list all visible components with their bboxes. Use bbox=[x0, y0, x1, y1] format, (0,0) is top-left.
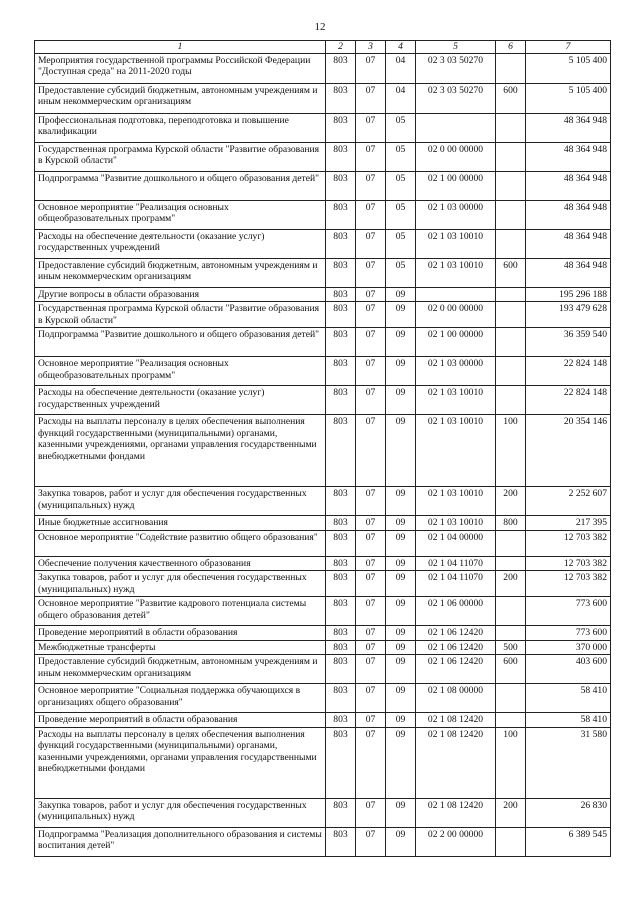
row-type-cell bbox=[496, 626, 526, 641]
header-row bbox=[35, 41, 611, 54]
table-row bbox=[35, 684, 611, 713]
row-code-cell: 803 bbox=[326, 684, 356, 713]
row-type-cell bbox=[496, 287, 526, 302]
row-section-cell: 07 bbox=[356, 655, 386, 684]
row-target-cell: 02 1 04 00000 bbox=[416, 530, 496, 556]
row-section-cell: 07 bbox=[356, 487, 386, 516]
row-code-cell: 803 bbox=[326, 487, 356, 516]
row-section-cell: 07 bbox=[356, 302, 386, 328]
row-target-cell: 02 1 08 00000 bbox=[416, 684, 496, 713]
table-row bbox=[35, 328, 611, 357]
row-section-cell: 07 bbox=[356, 556, 386, 571]
row-type-cell bbox=[496, 386, 526, 415]
row-amount-cell: 22 824 148 bbox=[526, 357, 611, 386]
row-subsection-cell: 09 bbox=[386, 571, 416, 597]
column-header: 6 bbox=[496, 41, 526, 54]
row-name-cell: Государственная программа Курской области "Развитие образования в Курской области" bbox=[35, 302, 326, 328]
row-section-cell: 07 bbox=[356, 287, 386, 302]
row-type-cell bbox=[496, 200, 526, 229]
row-code-cell: 803 bbox=[326, 287, 356, 302]
row-code-cell: 803 bbox=[326, 530, 356, 556]
table-row bbox=[35, 83, 611, 113]
row-name-cell: Закупка товаров, работ и услуг для обеспечения государственных (муниципальных) нужд bbox=[35, 571, 326, 597]
row-amount-cell: 48 364 948 bbox=[526, 171, 611, 200]
row-name-cell: Обеспечение получения качественного образования bbox=[35, 556, 326, 571]
table-row bbox=[35, 200, 611, 229]
row-amount-cell: 370 000 bbox=[526, 640, 611, 655]
row-type-cell: 100 bbox=[496, 727, 526, 798]
row-subsection-cell: 09 bbox=[386, 415, 416, 487]
row-name-cell: Основное мероприятие "Развитие кадрового потенциала системы общего образования детей" bbox=[35, 597, 326, 626]
row-code-cell: 803 bbox=[326, 827, 356, 856]
row-subsection-cell: 09 bbox=[386, 302, 416, 328]
row-target-cell: 02 1 06 12420 bbox=[416, 655, 496, 684]
table-row bbox=[35, 302, 611, 328]
row-section-cell: 07 bbox=[356, 640, 386, 655]
row-amount-cell: 48 364 948 bbox=[526, 142, 611, 171]
row-target-cell: 02 1 03 00000 bbox=[416, 357, 496, 386]
row-section-cell: 07 bbox=[356, 357, 386, 386]
row-name-cell: Государственная программа Курской области "Развитие образования в Курской области" bbox=[35, 142, 326, 171]
row-amount-cell: 58 410 bbox=[526, 684, 611, 713]
row-amount-cell: 20 354 146 bbox=[526, 415, 611, 487]
row-code-cell: 803 bbox=[326, 516, 356, 531]
row-subsection-cell: 05 bbox=[386, 229, 416, 258]
table-row bbox=[35, 229, 611, 258]
row-section-cell: 07 bbox=[356, 328, 386, 357]
row-name-cell: Другие вопросы в области образования bbox=[35, 287, 326, 302]
row-subsection-cell: 05 bbox=[386, 113, 416, 142]
row-code-cell: 803 bbox=[326, 556, 356, 571]
row-name-cell: Подпрограмма "Реализация дополнительного образования и системы воспитания детей" bbox=[35, 827, 326, 856]
row-section-cell: 07 bbox=[356, 713, 386, 728]
row-amount-cell: 12 703 382 bbox=[526, 530, 611, 556]
row-name-cell: Основное мероприятие "Реализация основных общеобразовательных программ" bbox=[35, 357, 326, 386]
row-amount-cell: 773 600 bbox=[526, 626, 611, 641]
row-type-cell: 600 bbox=[496, 655, 526, 684]
budget-table bbox=[34, 40, 611, 857]
row-target-cell: 02 1 06 12420 bbox=[416, 640, 496, 655]
row-amount-cell: 2 252 607 bbox=[526, 487, 611, 516]
row-target-cell: 02 1 03 10010 bbox=[416, 415, 496, 487]
row-section-cell: 07 bbox=[356, 626, 386, 641]
column-header: 3 bbox=[356, 41, 386, 54]
row-name-cell: Подпрограмма "Развитие дошкольного и общего образования детей" bbox=[35, 328, 326, 357]
table-row bbox=[35, 53, 611, 83]
row-target-cell: 02 1 08 12420 bbox=[416, 713, 496, 728]
table-row bbox=[35, 142, 611, 171]
table-row bbox=[35, 487, 611, 516]
row-target-cell: 02 0 00 00000 bbox=[416, 302, 496, 328]
row-subsection-cell: 09 bbox=[386, 556, 416, 571]
table-row bbox=[35, 571, 611, 597]
row-name-cell: Иные бюджетные ассигнования bbox=[35, 516, 326, 531]
row-amount-cell: 5 105 400 bbox=[526, 53, 611, 83]
row-target-cell: 02 1 03 10010 bbox=[416, 516, 496, 531]
row-amount-cell: 12 703 382 bbox=[526, 571, 611, 597]
row-target-cell: 02 1 00 00000 bbox=[416, 328, 496, 357]
row-type-cell bbox=[496, 113, 526, 142]
row-name-cell: Основное мероприятие "Социальная поддержка обучающихся в организациях общего образования" bbox=[35, 684, 326, 713]
row-section-cell: 07 bbox=[356, 83, 386, 113]
row-type-cell bbox=[496, 171, 526, 200]
row-type-cell bbox=[496, 229, 526, 258]
row-amount-cell: 58 410 bbox=[526, 713, 611, 728]
row-amount-cell: 6 389 545 bbox=[526, 827, 611, 856]
table-row bbox=[35, 530, 611, 556]
row-subsection-cell: 09 bbox=[386, 655, 416, 684]
row-section-cell: 07 bbox=[356, 530, 386, 556]
row-subsection-cell: 04 bbox=[386, 53, 416, 83]
row-name-cell: Предоставление субсидий бюджетным, автономным учреждениям и иным некоммерческим организациям bbox=[35, 83, 326, 113]
row-target-cell: 02 2 00 00000 bbox=[416, 827, 496, 856]
row-code-cell: 803 bbox=[326, 798, 356, 827]
row-target-cell: 02 1 03 10010 bbox=[416, 258, 496, 287]
row-target-cell: 02 1 03 10010 bbox=[416, 487, 496, 516]
row-code-cell: 803 bbox=[326, 655, 356, 684]
row-type-cell bbox=[496, 827, 526, 856]
table-row bbox=[35, 113, 611, 142]
table-row bbox=[35, 655, 611, 684]
row-name-cell: Предоставление субсидий бюджетным, автономным учреждениям и иным некоммерческим организациям bbox=[35, 655, 326, 684]
row-amount-cell: 5 105 400 bbox=[526, 83, 611, 113]
row-type-cell bbox=[496, 597, 526, 626]
row-subsection-cell: 09 bbox=[386, 357, 416, 386]
row-amount-cell: 31 580 bbox=[526, 727, 611, 798]
row-type-cell: 100 bbox=[496, 415, 526, 487]
row-section-cell: 07 bbox=[356, 53, 386, 83]
row-section-cell: 07 bbox=[356, 200, 386, 229]
row-subsection-cell: 05 bbox=[386, 200, 416, 229]
row-type-cell bbox=[496, 530, 526, 556]
row-subsection-cell: 09 bbox=[386, 713, 416, 728]
row-code-cell: 803 bbox=[326, 626, 356, 641]
column-header: 2 bbox=[326, 41, 356, 54]
row-amount-cell: 48 364 948 bbox=[526, 200, 611, 229]
row-amount-cell: 26 830 bbox=[526, 798, 611, 827]
row-subsection-cell: 09 bbox=[386, 516, 416, 531]
row-code-cell: 803 bbox=[326, 258, 356, 287]
row-type-cell bbox=[496, 556, 526, 571]
row-code-cell: 803 bbox=[326, 328, 356, 357]
row-type-cell bbox=[496, 357, 526, 386]
row-subsection-cell: 04 bbox=[386, 83, 416, 113]
row-amount-cell: 48 364 948 bbox=[526, 258, 611, 287]
row-code-cell: 803 bbox=[326, 113, 356, 142]
row-subsection-cell: 09 bbox=[386, 328, 416, 357]
row-target-cell: 02 3 03 50270 bbox=[416, 53, 496, 83]
row-subsection-cell: 05 bbox=[386, 258, 416, 287]
row-target-cell: 02 1 03 00000 bbox=[416, 200, 496, 229]
table-row bbox=[35, 626, 611, 641]
table-row bbox=[35, 516, 611, 531]
table-row bbox=[35, 258, 611, 287]
row-subsection-cell: 09 bbox=[386, 727, 416, 798]
row-code-cell: 803 bbox=[326, 171, 356, 200]
row-subsection-cell: 05 bbox=[386, 142, 416, 171]
row-code-cell: 803 bbox=[326, 357, 356, 386]
row-name-cell: Подпрограмма "Развитие дошкольного и общего образования детей" bbox=[35, 171, 326, 200]
row-name-cell: Закупка товаров, работ и услуг для обеспечения государственных (муниципальных) нужд bbox=[35, 487, 326, 516]
row-subsection-cell: 09 bbox=[386, 487, 416, 516]
row-name-cell: Мероприятия государственной программы Российской Федерации "Доступная среда" на 2011-2020 годы bbox=[35, 53, 326, 83]
row-section-cell: 07 bbox=[356, 597, 386, 626]
row-section-cell: 07 bbox=[356, 415, 386, 487]
table-row bbox=[35, 597, 611, 626]
row-subsection-cell: 09 bbox=[386, 684, 416, 713]
row-name-cell: Предоставление субсидий бюджетным, автономным учреждениям и иным некоммерческим организациям bbox=[35, 258, 326, 287]
row-name-cell: Расходы на обеспечение деятельности (оказание услуг) государственных учреждений bbox=[35, 386, 326, 415]
row-target-cell: 02 1 06 00000 bbox=[416, 597, 496, 626]
row-amount-cell: 193 479 628 bbox=[526, 302, 611, 328]
row-amount-cell: 217 395 bbox=[526, 516, 611, 531]
row-code-cell: 803 bbox=[326, 83, 356, 113]
row-name-cell: Проведение мероприятий в области образования bbox=[35, 713, 326, 728]
row-section-cell: 07 bbox=[356, 386, 386, 415]
table-row bbox=[35, 556, 611, 571]
row-type-cell bbox=[496, 142, 526, 171]
row-amount-cell: 773 600 bbox=[526, 597, 611, 626]
row-name-cell: Расходы на обеспечение деятельности (оказание услуг) государственных учреждений bbox=[35, 229, 326, 258]
row-amount-cell: 36 359 540 bbox=[526, 328, 611, 357]
row-amount-cell: 12 703 382 bbox=[526, 556, 611, 571]
row-target-cell: 02 1 08 12420 bbox=[416, 798, 496, 827]
row-subsection-cell: 09 bbox=[386, 640, 416, 655]
row-subsection-cell: 05 bbox=[386, 171, 416, 200]
table-row bbox=[35, 713, 611, 728]
row-type-cell: 200 bbox=[496, 571, 526, 597]
row-type-cell: 200 bbox=[496, 487, 526, 516]
row-type-cell: 800 bbox=[496, 516, 526, 531]
row-target-cell: 02 1 08 12420 bbox=[416, 727, 496, 798]
row-code-cell: 803 bbox=[326, 229, 356, 258]
row-target-cell: 02 1 04 11070 bbox=[416, 571, 496, 597]
row-section-cell: 07 bbox=[356, 258, 386, 287]
row-subsection-cell: 09 bbox=[386, 597, 416, 626]
table-row bbox=[35, 357, 611, 386]
row-subsection-cell: 09 bbox=[386, 386, 416, 415]
row-type-cell bbox=[496, 53, 526, 83]
row-code-cell: 803 bbox=[326, 727, 356, 798]
row-subsection-cell: 09 bbox=[386, 626, 416, 641]
row-target-cell bbox=[416, 113, 496, 142]
row-type-cell bbox=[496, 684, 526, 713]
row-section-cell: 07 bbox=[356, 798, 386, 827]
row-type-cell bbox=[496, 302, 526, 328]
row-name-cell: Расходы на выплаты персоналу в целях обеспечения выполнения функций государственными (муниципальными) органами, казенными учреждениями, органами управления государственными внебюджетными фондами bbox=[35, 727, 326, 798]
row-target-cell: 02 1 06 12420 bbox=[416, 626, 496, 641]
row-type-cell bbox=[496, 713, 526, 728]
row-target-cell bbox=[416, 287, 496, 302]
table-row bbox=[35, 640, 611, 655]
row-code-cell: 803 bbox=[326, 53, 356, 83]
column-header: 7 bbox=[526, 41, 611, 54]
row-name-cell: Основное мероприятие "Реализация основных общеобразовательных программ" bbox=[35, 200, 326, 229]
row-name-cell: Закупка товаров, работ и услуг для обеспечения государственных (муниципальных) нужд bbox=[35, 798, 326, 827]
row-code-cell: 803 bbox=[326, 597, 356, 626]
column-header: 4 bbox=[386, 41, 416, 54]
row-target-cell: 02 1 03 10010 bbox=[416, 386, 496, 415]
row-code-cell: 803 bbox=[326, 386, 356, 415]
column-header: 5 bbox=[416, 41, 496, 54]
row-code-cell: 803 bbox=[326, 415, 356, 487]
row-target-cell: 02 1 03 10010 bbox=[416, 229, 496, 258]
row-code-cell: 803 bbox=[326, 142, 356, 171]
row-section-cell: 07 bbox=[356, 571, 386, 597]
row-subsection-cell: 09 bbox=[386, 798, 416, 827]
row-section-cell: 07 bbox=[356, 516, 386, 531]
row-type-cell bbox=[496, 328, 526, 357]
row-amount-cell: 22 824 148 bbox=[526, 386, 611, 415]
row-name-cell: Проведение мероприятий в области образования bbox=[35, 626, 326, 641]
table-row bbox=[35, 727, 611, 798]
table-row bbox=[35, 827, 611, 856]
row-section-cell: 07 bbox=[356, 827, 386, 856]
row-amount-cell: 195 296 188 bbox=[526, 287, 611, 302]
row-type-cell: 600 bbox=[496, 83, 526, 113]
row-name-cell: Профессиональная подготовка, переподготовка и повышение квалификации bbox=[35, 113, 326, 142]
row-type-cell: 500 bbox=[496, 640, 526, 655]
row-target-cell: 02 1 04 11070 bbox=[416, 556, 496, 571]
row-code-cell: 803 bbox=[326, 640, 356, 655]
column-header: 1 bbox=[35, 41, 326, 54]
row-code-cell: 803 bbox=[326, 200, 356, 229]
row-section-cell: 07 bbox=[356, 684, 386, 713]
page-number: 12 bbox=[314, 21, 326, 33]
row-name-cell: Основное мероприятие "Содействие развитию общего образования" bbox=[35, 530, 326, 556]
row-name-cell: Расходы на выплаты персоналу в целях обеспечения выполнения функций государственными (муниципальными) органами, казенными учреждениями, органами управления государственными внебюджетными фондами bbox=[35, 415, 326, 487]
row-section-cell: 07 bbox=[356, 171, 386, 200]
table-row bbox=[35, 415, 611, 487]
row-section-cell: 07 bbox=[356, 142, 386, 171]
row-amount-cell: 48 364 948 bbox=[526, 113, 611, 142]
table-row bbox=[35, 171, 611, 200]
row-subsection-cell: 09 bbox=[386, 287, 416, 302]
row-target-cell: 02 3 03 50270 bbox=[416, 83, 496, 113]
row-name-cell: Межбюджетные трансферты bbox=[35, 640, 326, 655]
row-amount-cell: 48 364 948 bbox=[526, 229, 611, 258]
row-target-cell: 02 0 00 00000 bbox=[416, 142, 496, 171]
row-section-cell: 07 bbox=[356, 229, 386, 258]
table-row bbox=[35, 798, 611, 827]
table-row bbox=[35, 386, 611, 415]
row-section-cell: 07 bbox=[356, 727, 386, 798]
row-code-cell: 803 bbox=[326, 571, 356, 597]
row-target-cell: 02 1 00 00000 bbox=[416, 171, 496, 200]
row-subsection-cell: 09 bbox=[386, 827, 416, 856]
row-section-cell: 07 bbox=[356, 113, 386, 142]
row-code-cell: 803 bbox=[326, 302, 356, 328]
row-code-cell: 803 bbox=[326, 713, 356, 728]
row-type-cell: 600 bbox=[496, 258, 526, 287]
row-amount-cell: 403 600 bbox=[526, 655, 611, 684]
row-subsection-cell: 09 bbox=[386, 530, 416, 556]
row-type-cell: 200 bbox=[496, 798, 526, 827]
table-row bbox=[35, 287, 611, 302]
